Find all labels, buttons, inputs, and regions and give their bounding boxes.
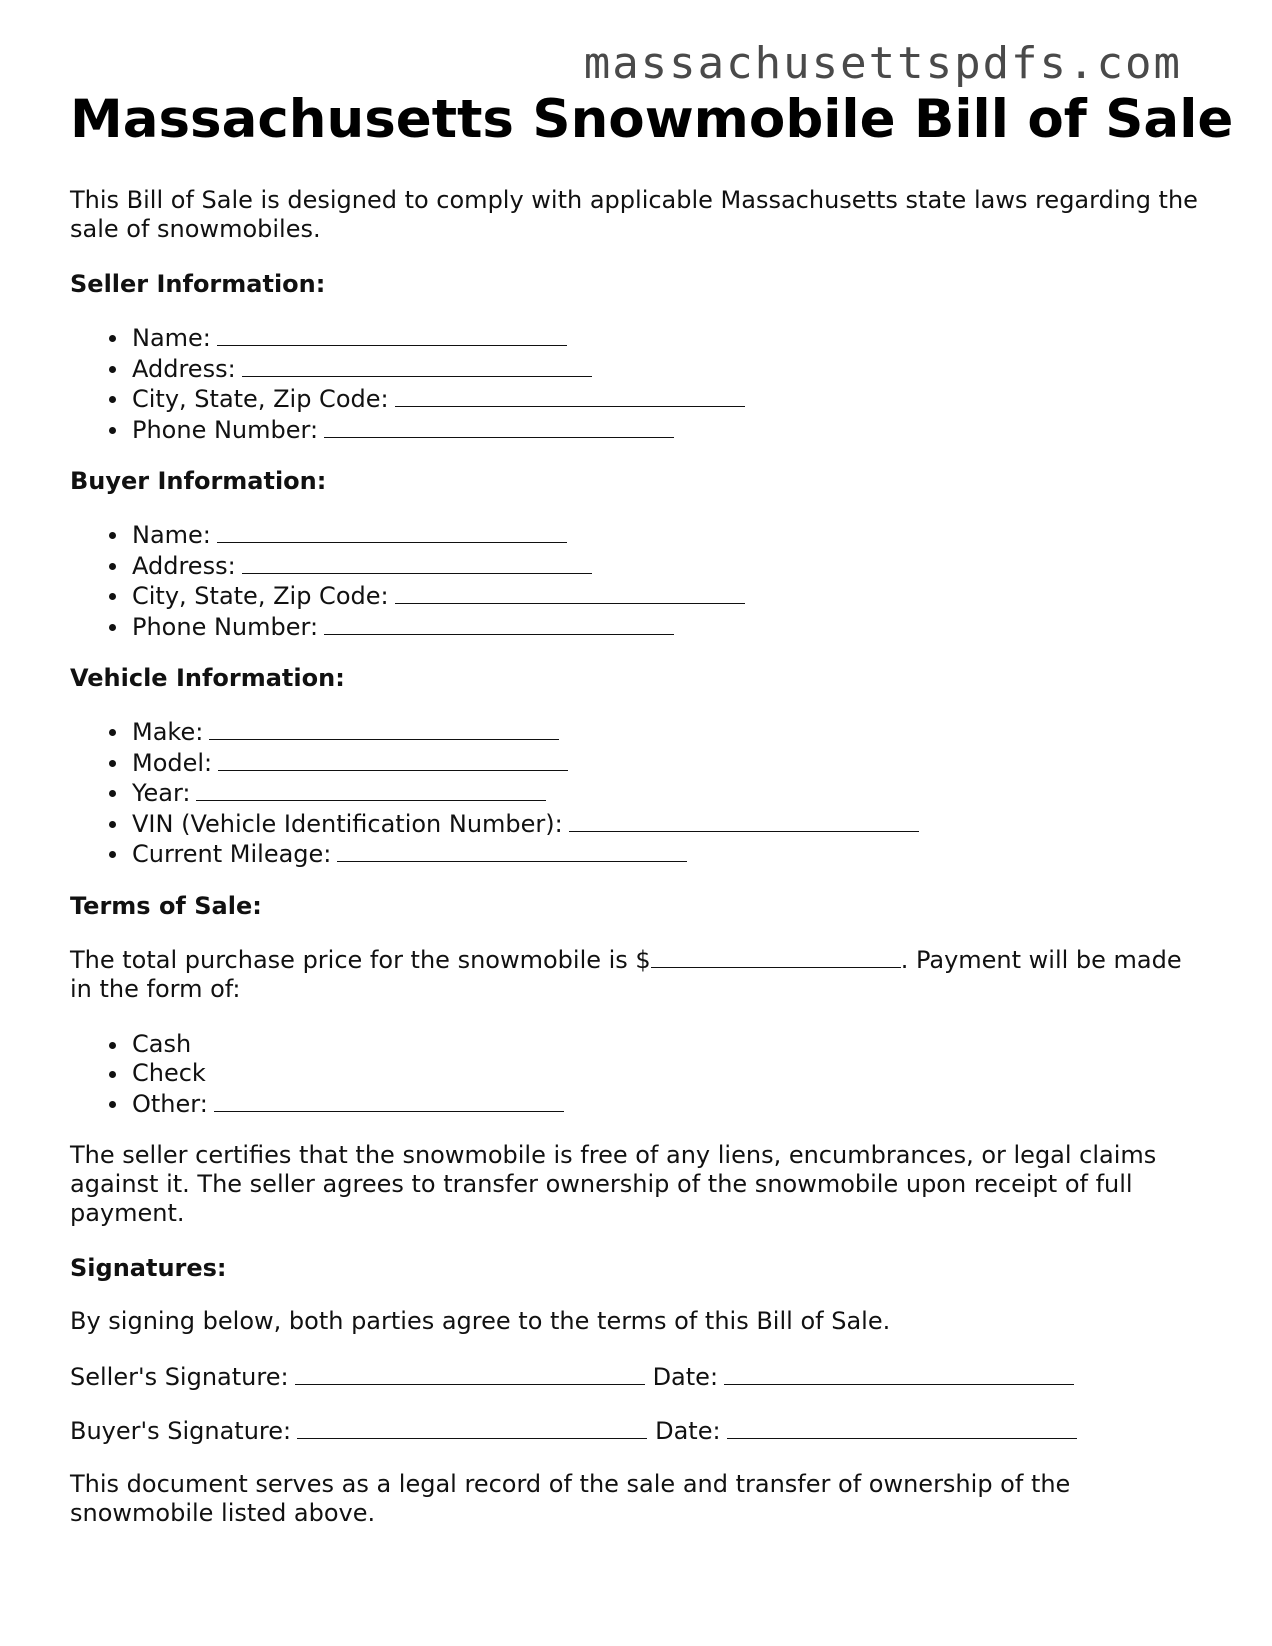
buyer-phone-item (132, 612, 1200, 643)
closing-paragraph: This document serves as a legal record of the sale and transfer of ownership of the snowmobile listed above. (70, 1470, 1071, 1527)
vehicle-make-item (132, 717, 1200, 748)
buyer-address-label: Address: (132, 551, 236, 580)
vehicle-vin-label: VIN (Vehicle Identification Number): (132, 809, 563, 838)
price-suffix: . Payment will be made in the form of: (70, 945, 1182, 1003)
terms-heading: Terms of Sale: (70, 891, 262, 920)
payment-options-list (70, 1030, 1200, 1120)
buyer-signature-line (70, 1416, 1200, 1446)
price-prefix: The total purchase price for the snowmobile is $ (70, 945, 651, 974)
seller-signature-line (70, 1362, 1200, 1392)
seller-phone-field[interactable] (324, 415, 674, 438)
buyer-city-label: City, State, Zip Code: (132, 582, 389, 610)
payment-other-field[interactable] (214, 1089, 564, 1112)
buyer-city-item (132, 581, 1200, 612)
signatures-heading: Signatures: (70, 1254, 227, 1282)
vehicle-fields-list (70, 717, 1200, 870)
payment-option-other (132, 1089, 1200, 1120)
vehicle-heading: Vehicle Information: (70, 664, 345, 692)
seller-address-label: Address: (132, 354, 236, 383)
buyer-address-field[interactable] (242, 551, 592, 574)
buyer-city-field[interactable] (395, 581, 745, 604)
buyer-address-item (132, 551, 1200, 582)
document-page (70, 88, 1234, 1554)
seller-address-field[interactable] (242, 354, 592, 377)
vehicle-vin-item (132, 809, 1200, 840)
seller-city-item (132, 384, 1200, 415)
vehicle-year-field[interactable] (196, 778, 546, 801)
buyer-name-field[interactable] (217, 520, 567, 543)
intro-paragraph: This Bill of Sale is designed to comply with applicable Massachusetts state laws regarding the sale of snowmobiles. (70, 186, 1198, 243)
seller-heading: Seller Information: (70, 270, 326, 298)
vehicle-make-label: Make: (132, 718, 204, 746)
seller-signature-field[interactable] (295, 1362, 645, 1385)
seller-name-field[interactable] (217, 323, 567, 346)
buyer-heading: Buyer Information: (70, 467, 327, 495)
seller-name-label: Name: (132, 324, 211, 352)
seller-name-item (132, 323, 1200, 354)
vehicle-vin-field[interactable] (569, 809, 919, 832)
seller-date-field[interactable] (724, 1362, 1074, 1385)
buyer-date-field[interactable] (727, 1416, 1077, 1439)
seller-address-item (132, 354, 1200, 385)
payment-other-label: Other: (132, 1089, 208, 1118)
vehicle-mileage-item (132, 839, 1200, 870)
buyer-signature-label: Buyer's Signature: (70, 1417, 292, 1445)
seller-date-label: Date: (652, 1363, 719, 1391)
agreement-paragraph: By signing below, both parties agree to the terms of this Bill of Sale. (70, 1307, 891, 1335)
buyer-phone-label: Phone Number: (132, 612, 319, 641)
vehicle-model-item (132, 748, 1200, 779)
price-paragraph (70, 945, 1200, 1004)
vehicle-year-label: Year: (132, 779, 191, 807)
payment-option-cash: Cash (132, 1030, 1200, 1060)
watermark: massachusettspdfs.com (583, 38, 1182, 89)
seller-signature-label: Seller's Signature: (70, 1363, 289, 1391)
seller-phone-label: Phone Number: (132, 415, 319, 444)
payment-option-check: Check (132, 1059, 1200, 1089)
buyer-name-label: Name: (132, 521, 211, 549)
vehicle-model-label: Model: (132, 748, 213, 777)
page-title: Massachusetts Snowmobile Bill of Sale (70, 89, 1234, 150)
buyer-name-item (132, 520, 1200, 551)
certification-paragraph: The seller certifies that the snowmobile is free of any liens, encumbrances, or legal claims against it. The seller agrees to transfer ownership of the snowmobile upon receipt of full payment. (70, 1141, 1157, 1227)
buyer-phone-field[interactable] (324, 612, 674, 635)
seller-fields-list (70, 323, 1200, 445)
seller-city-field[interactable] (395, 384, 745, 407)
buyer-fields-list (70, 520, 1200, 642)
buyer-date-label: Date: (655, 1417, 721, 1445)
vehicle-model-field[interactable] (218, 748, 568, 771)
buyer-signature-field[interactable] (297, 1416, 647, 1439)
seller-city-label: City, State, Zip Code: (132, 385, 389, 413)
vehicle-mileage-field[interactable] (337, 839, 687, 862)
vehicle-year-item (132, 778, 1200, 809)
seller-phone-item (132, 415, 1200, 446)
vehicle-make-field[interactable] (209, 717, 559, 740)
price-field[interactable] (651, 945, 901, 968)
vehicle-mileage-label: Current Mileage: (132, 840, 332, 868)
